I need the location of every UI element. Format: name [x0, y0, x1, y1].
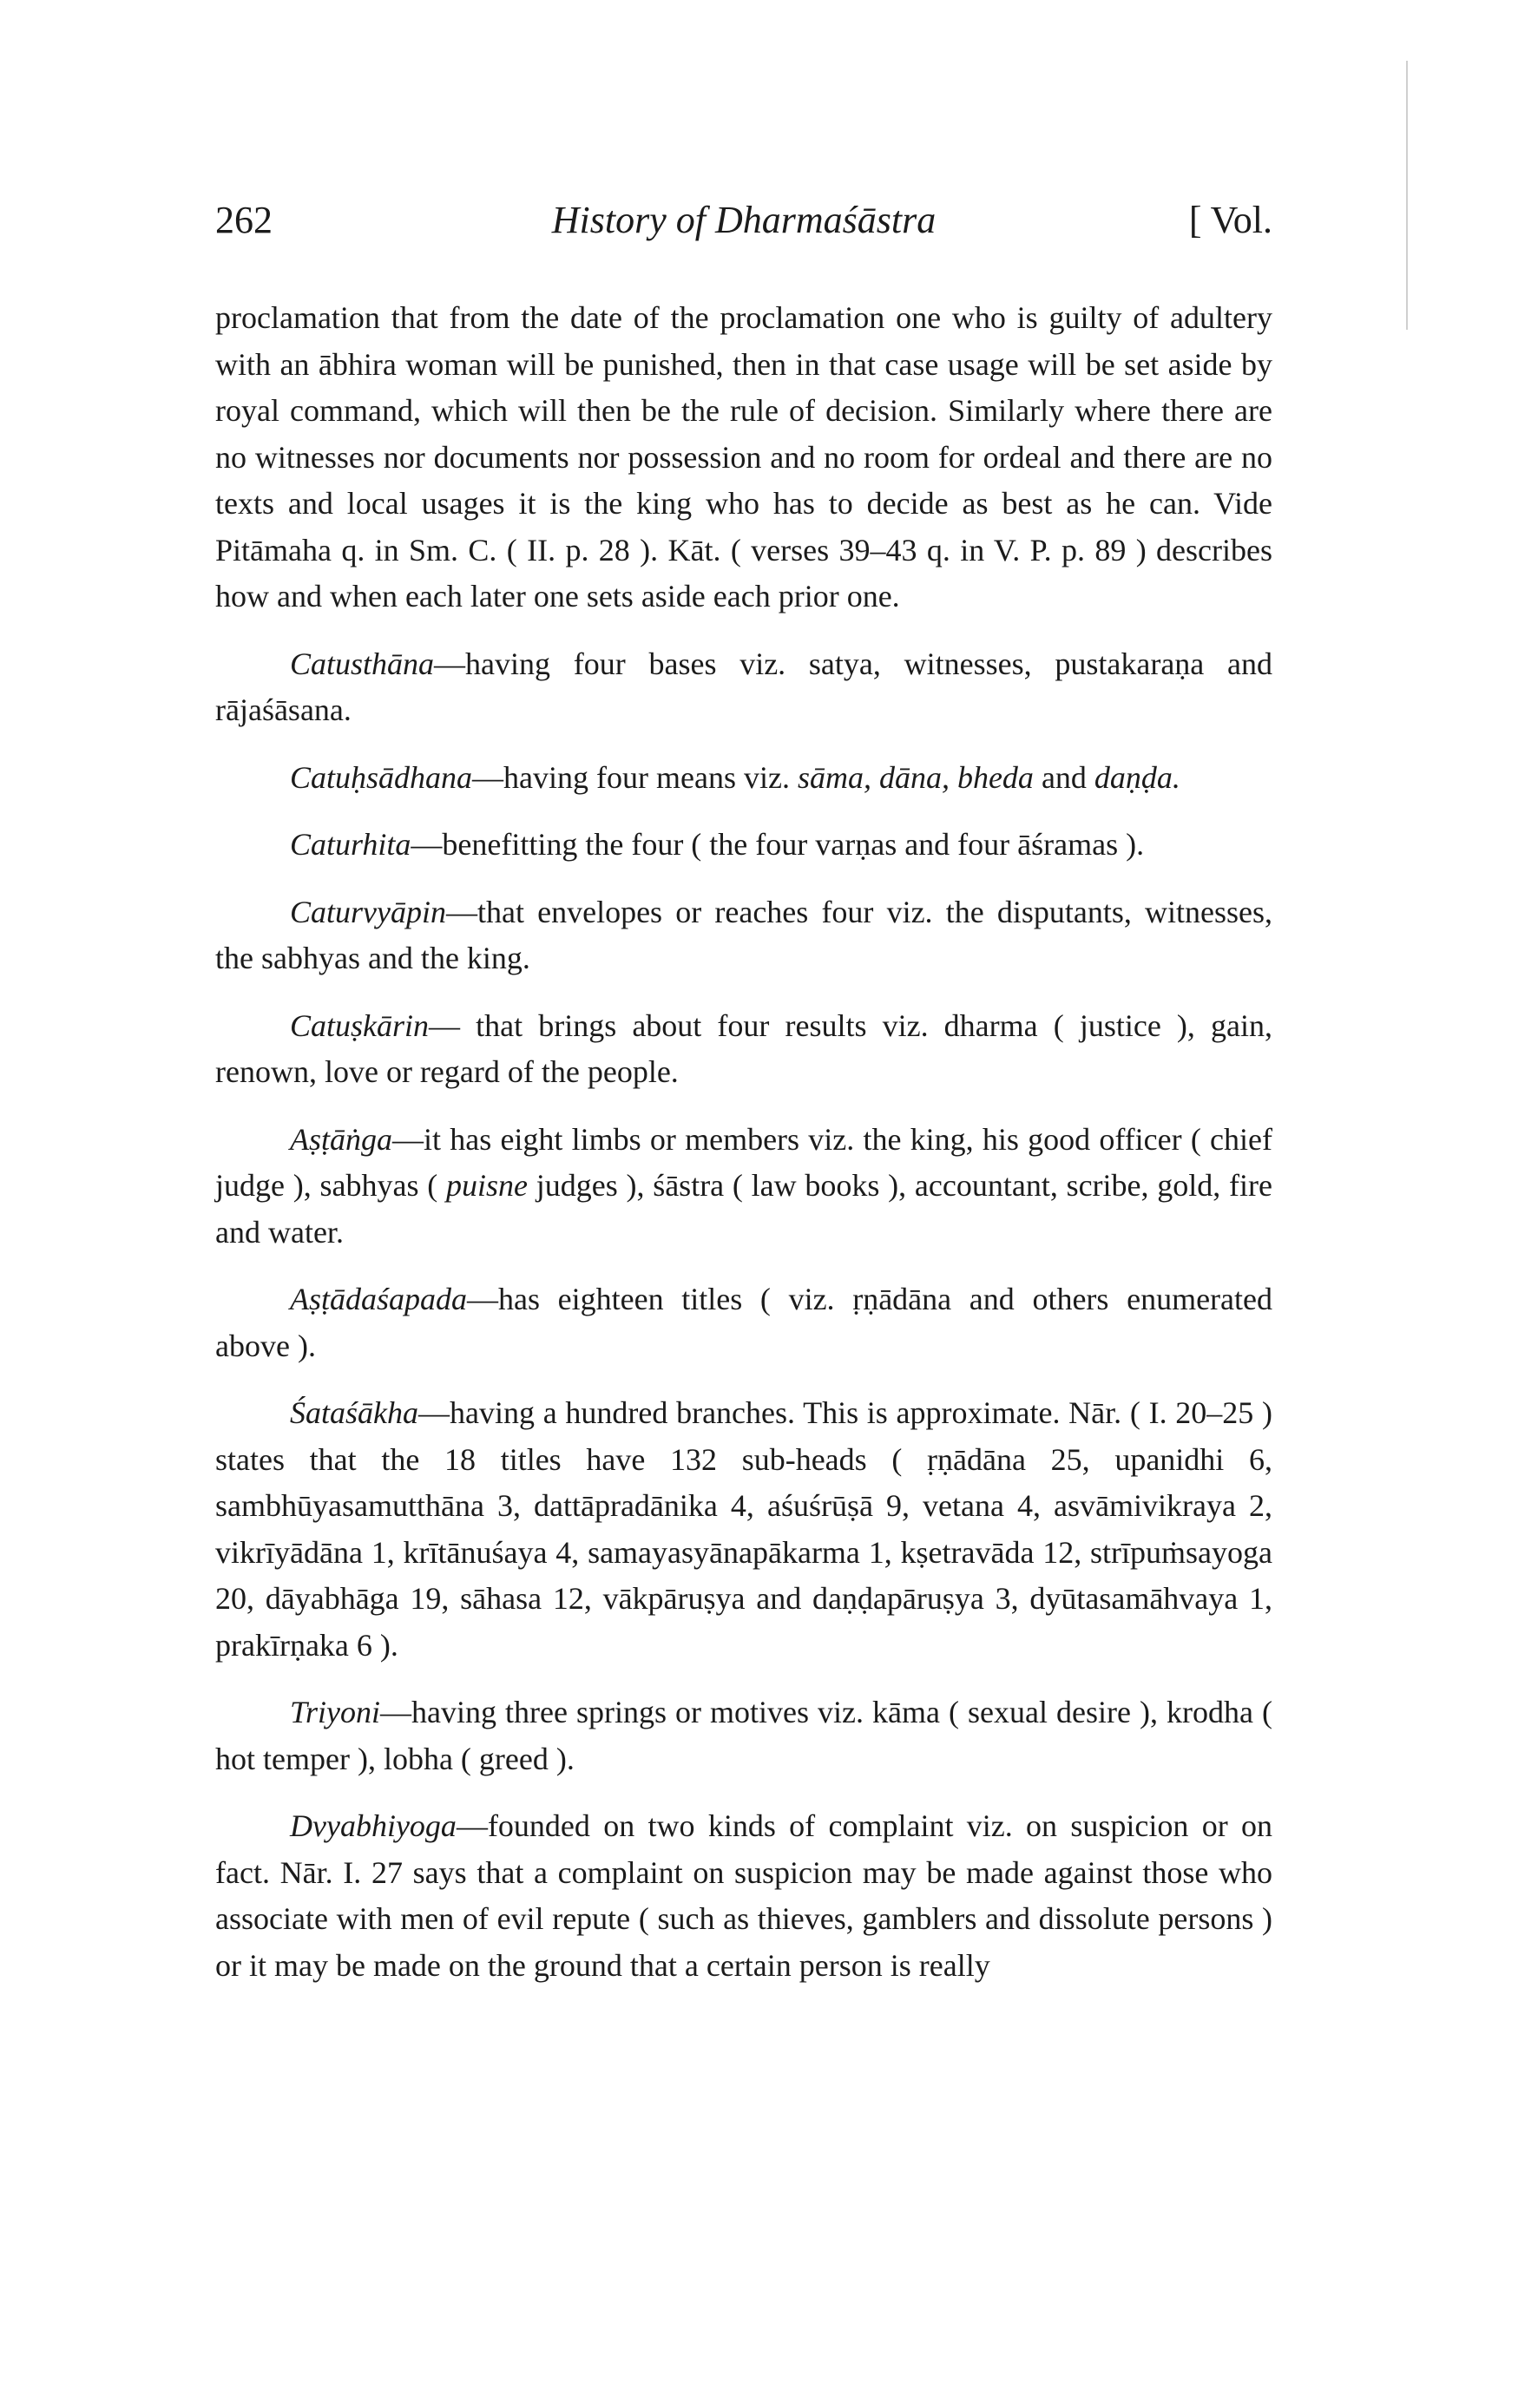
- entry-catusthana: [215, 641, 1272, 734]
- entry-italic-text: puisne: [445, 1168, 528, 1203]
- entry-astadasapada: [215, 1276, 1272, 1369]
- entry-triyoni: [215, 1690, 1272, 1782]
- entry-text: and: [1033, 759, 1094, 795]
- entry-text: —it has eight limbs or members viz. the king, his good officer ( chief judge ), sabhyas (: [215, 1121, 1272, 1203]
- entry-text: —having four means viz.: [472, 759, 798, 795]
- entry-text: —founded on two kinds of complaint viz. on suspicion or on fact. Nār. I. 27 says that a complaint on suspicion may be made against those who associate with men of evil repute ( such as thieves, gamblers and dissolute persons ) or it may be made on the ground that a certain person is really: [215, 1808, 1272, 1983]
- entry-text: —having four bases viz. satya, witnesses, pustakaraṇa and rājaśāsana.: [215, 646, 1272, 727]
- volume-marker: [ Vol.: [1188, 199, 1272, 241]
- page-header: [215, 198, 1272, 259]
- entry-term: Catuṣkārin: [290, 1007, 430, 1043]
- entry-italic-text: sāma, dāna, bheda: [797, 759, 1034, 795]
- entry-italic-text: daṇḍa.: [1094, 759, 1180, 795]
- entry-text: —benefitting the four ( the four varṇas and four āśramas ).: [411, 827, 1145, 862]
- entry-catuhsadhana: [215, 755, 1272, 802]
- running-title: History of Dharmaśāstra: [551, 199, 937, 241]
- entry-text: judges ), śāstra ( law books ), accountant, scribe, gold, fire and water.: [215, 1168, 1272, 1250]
- paragraph-text: proclamation that from the date of the proclamation one who is guilty of adultery with an ābhira woman will be punished, then in that case usage will be set aside by royal command, which will then be the rule of decision. Similarly where there are no witnesses nor documents nor possession and no room for ordeal and there are no texts and local usages it is the king who has to decide as best as he can. Vide Pitāmaha q. in Sm. C. ( II. p. 28 ). Kāt. ( verses 39–43 q. in V. P. p. 89 ) describes how and when each later one sets aside each prior one.: [215, 300, 1272, 613]
- entry-catuskarin: [215, 1003, 1272, 1096]
- entry-term: Śataśākha: [290, 1395, 418, 1430]
- entry-term: Catuḥsādhana: [290, 759, 473, 795]
- entry-dvyabhiyoga: [215, 1803, 1272, 1989]
- entry-text: —having a hundred branches. This is approximate. Nār. ( I. 20–25 ) states that the 18 titles have 132 sub-heads ( ṛṇādāna 25, upanidhi 6, sambhūyasamutthāna 3, dattāpradānika 4, aśuśrūṣā 9, vetana 4, asvāmivikraya 2, vikrīyādāna 1, krītānuśaya 4, samayasyānapākarma 1, kṣetravāda 12, strīpuṁsayoga 20, dāyabhāga 19, sāhasa 12, vākpāruṣya and daṇḍapāruṣya 3, dyūtasamāhvaya 1, prakīrṇaka 6 ).: [215, 1395, 1272, 1663]
- entry-text: —having three springs or motives viz. kāma ( sexual desire ), krodha ( hot temper ), lobha ( greed ).: [215, 1695, 1272, 1776]
- paragraph-proclamation: [215, 295, 1272, 620]
- page-body: [215, 295, 1272, 1989]
- entry-caturhita: [215, 822, 1272, 869]
- entry-astanga: [215, 1117, 1272, 1256]
- entry-caturvyapin: [215, 889, 1272, 982]
- entry-term: Caturvyāpin: [290, 894, 446, 929]
- entry-term: Aṣṭāṅga: [290, 1121, 393, 1157]
- entry-term: Triyoni: [290, 1695, 381, 1729]
- page-edge-line: [1406, 61, 1408, 330]
- entry-text: —that envelopes or reaches four viz. the disputants, witnesses, the sabhyas and the king.: [215, 894, 1272, 975]
- entry-text: — that brings about four results viz. dharma ( justice ), gain, renown, love or regard of the people.: [215, 1007, 1272, 1089]
- entry-term: Aṣṭādaśapada: [290, 1282, 468, 1316]
- entry-term: Catusthāna: [290, 646, 435, 681]
- entry-term: Caturhita: [290, 827, 411, 862]
- entry-text: —has eighteen titles ( viz. ṛṇādāna and others enumerated above ).: [215, 1282, 1272, 1363]
- entry-term: Dvyabhiyoga: [290, 1808, 457, 1843]
- page-number: 262: [215, 199, 273, 241]
- entry-satasakha: [215, 1390, 1272, 1669]
